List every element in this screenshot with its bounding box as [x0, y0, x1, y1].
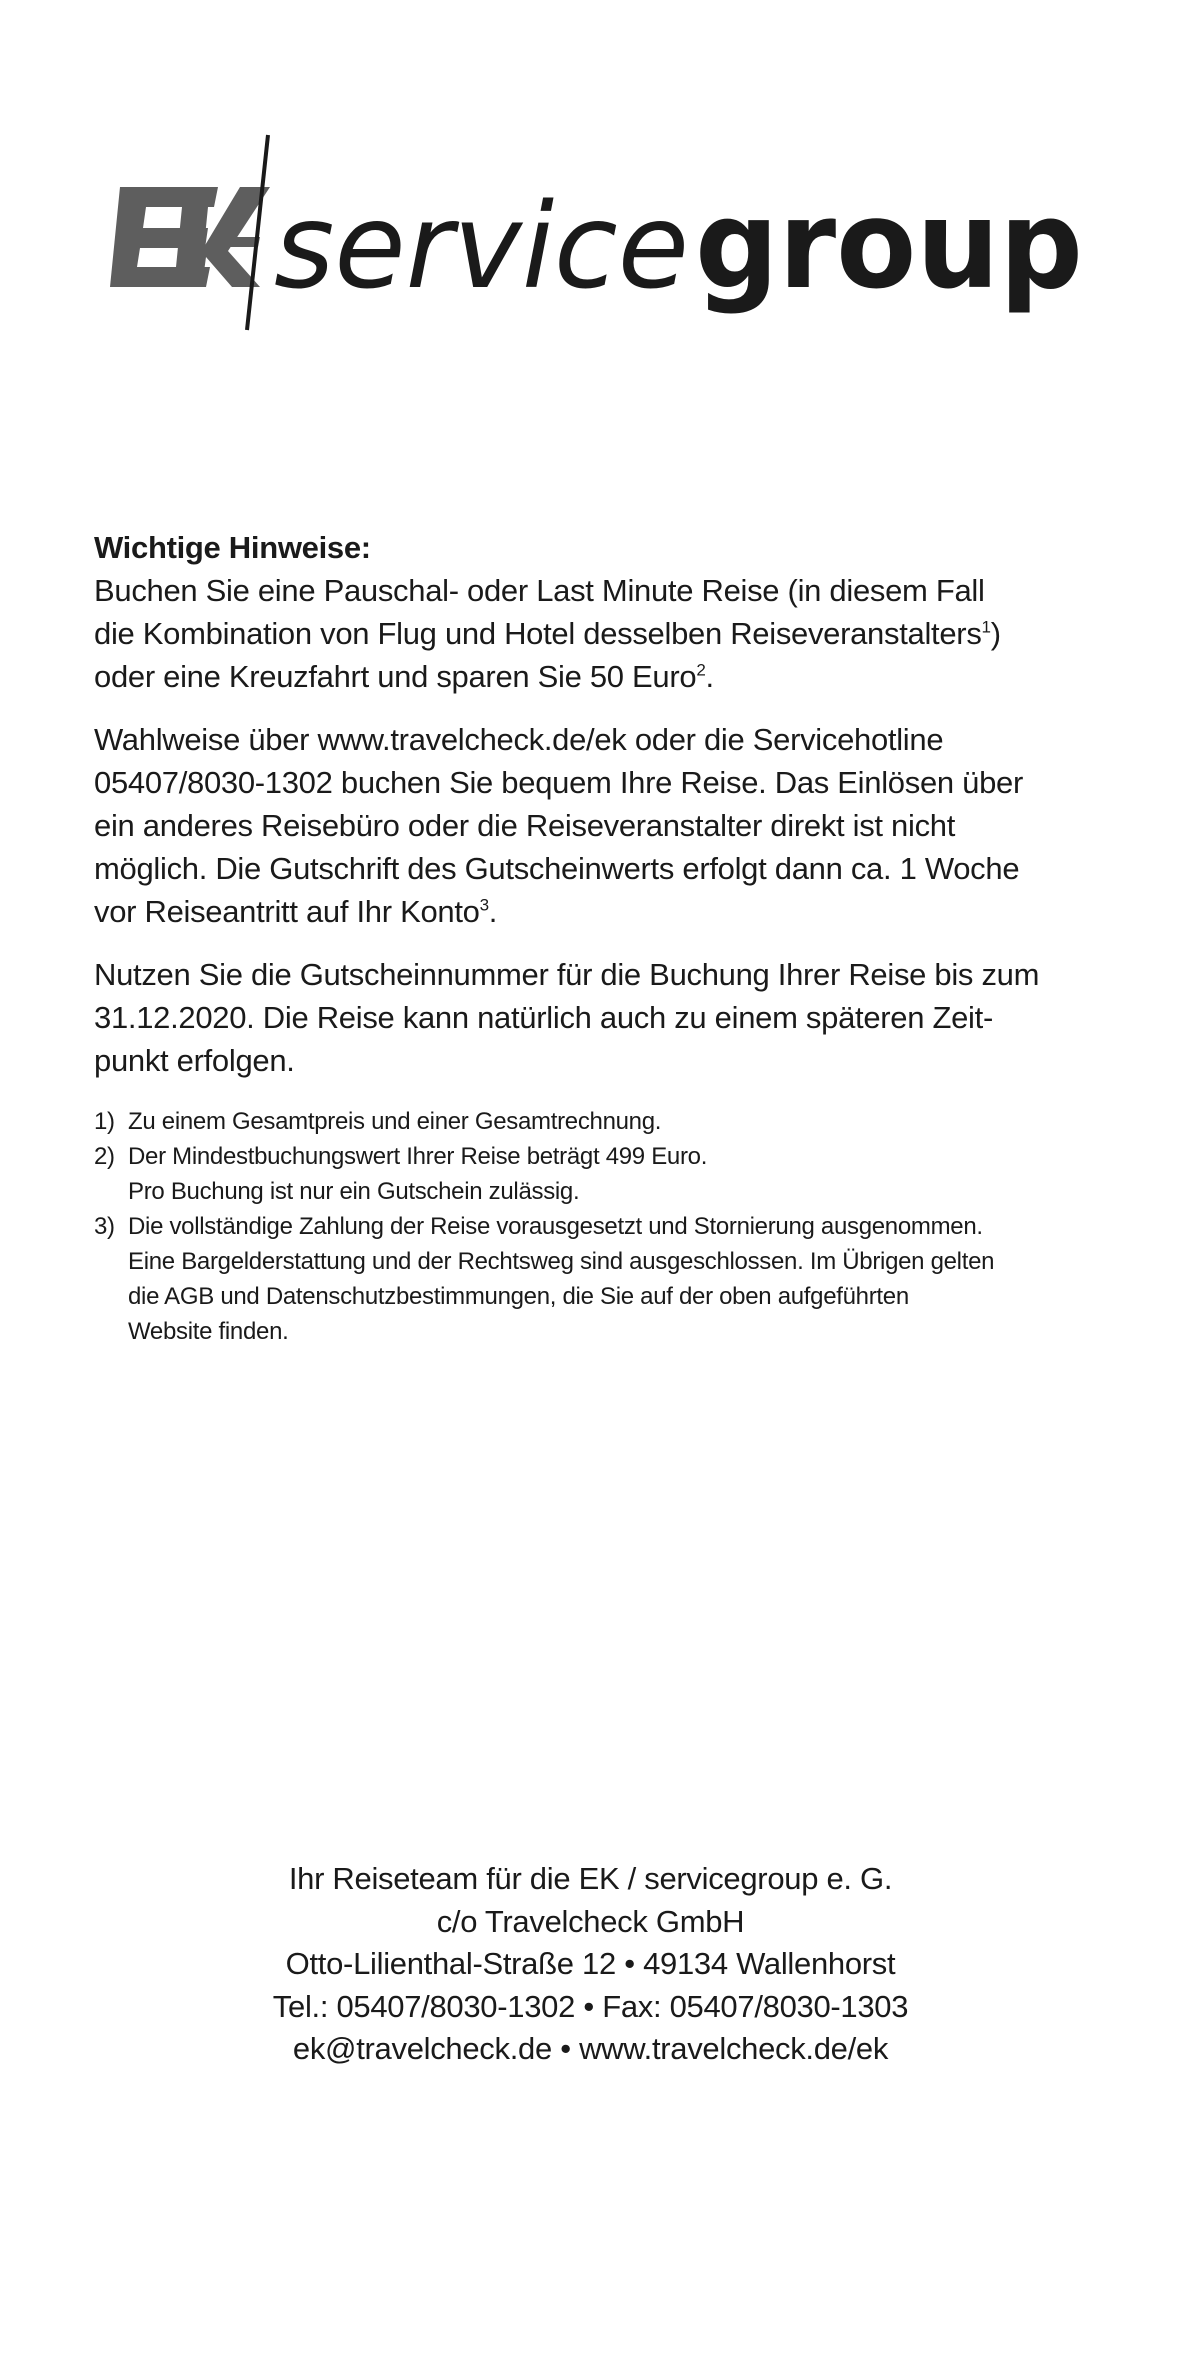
text-line-end: .	[705, 659, 714, 694]
logo-group-text: group	[695, 174, 1083, 316]
text-line: ein anderes Reisebüro oder die Reiseveranstalter direkt ist nicht	[94, 808, 956, 843]
footnote-text: Die vollständige Zahlung der Reise vorausgesetzt und Stornierung ausgenommen. Eine Bargelderstattung und der Rechtsweg sind ausgeschlossen. Im Übrigen gelten die AGB und Datenschutzbestimmungen, die Sie auf der oben aufgeführten Website finden.	[128, 1213, 995, 1345]
footnote-item	[94, 1139, 1154, 1209]
footnote-number: 1)	[94, 1108, 115, 1135]
footnote-ref-1: 1	[981, 617, 991, 637]
text-line-end: .	[488, 894, 498, 929]
text-line	[94, 612, 1154, 655]
contact-footer	[0, 1858, 1181, 2071]
footnote-item	[94, 1209, 1154, 1349]
footnotes-list	[94, 1104, 1154, 1349]
notice-paragraph-3	[94, 953, 1154, 1082]
text-line	[94, 655, 1154, 698]
footer-phone-fax-line: Tel.: 05407/8030-1302 • Fax: 05407/8030-1303	[272, 1988, 909, 2024]
text-line-content: die Kombination von Flug und Hotel desselben Reiseveranstalters	[94, 616, 982, 651]
text-line	[94, 890, 1154, 933]
text-line: möglich. Die Gutschrift des Gutscheinwerts erfolgt dann ca. 1 Woche	[94, 851, 1020, 886]
notice-paragraph-1	[94, 569, 1154, 698]
text-line-content: oder eine Kreuzfahrt und sparen Sie 50 Euro	[94, 659, 697, 694]
text-line: Buchen Sie eine Pauschal- oder Last Minute Reise (in diesem Fall	[94, 573, 985, 608]
text-line: 05407/8030-1302 buchen Sie bequem Ihre Reise. Das Einlösen über	[94, 765, 1023, 800]
text-line: Nutzen Sie die Gutscheinnummer für die Buchung Ihrer Reise bis zum	[94, 957, 1040, 992]
footnote-item	[94, 1104, 1154, 1139]
footnote-number: 2)	[94, 1143, 115, 1170]
text-line-content: vor Reiseantritt auf Ihr Konto	[94, 894, 480, 929]
text-line: 31.12.2020. Die Reise kann natürlich auch zu einem späteren Zeit-	[94, 1000, 993, 1035]
notice-section	[94, 526, 1154, 1349]
footnote-number: 3)	[94, 1213, 115, 1240]
text-line: punkt erfolgen.	[94, 1043, 295, 1078]
footer-email-web-line: ek@travelcheck.de • www.travelcheck.de/ek	[292, 2031, 889, 2066]
text-line: Wahlweise über www.travelcheck.de/ek oder die Servicehotline	[94, 722, 944, 757]
logo-divider-line	[247, 135, 268, 330]
footnote-ref-3: 3	[479, 895, 489, 915]
logo-graphic	[110, 125, 1090, 335]
logo-ek-mark	[110, 187, 270, 287]
notice-heading: Wichtige Hinweise:	[94, 530, 371, 565]
footer-team-line: Ihr Reiseteam für die EK / servicegroup e. G.	[288, 1861, 893, 1896]
footnote-ref-2: 2	[696, 660, 706, 680]
notice-paragraph-2	[94, 718, 1154, 933]
logo-service-text: service	[274, 177, 689, 315]
footnote-text: Zu einem Gesamtpreis und einer Gesamtrechnung.	[128, 1108, 662, 1135]
text-line-end: )	[990, 616, 1001, 651]
footer-company-line: c/o Travelcheck GmbH	[436, 1903, 745, 1939]
ek-servicegroup-logo	[110, 125, 1090, 335]
footer-address-line: Otto-Lilienthal-Straße 12 • 49134 Wallenhorst	[285, 1946, 896, 1981]
footnote-text: Der Mindestbuchungswert Ihrer Reise beträgt 499 Euro. Pro Buchung ist nur ein Gutschein zulässig.	[128, 1143, 708, 1205]
